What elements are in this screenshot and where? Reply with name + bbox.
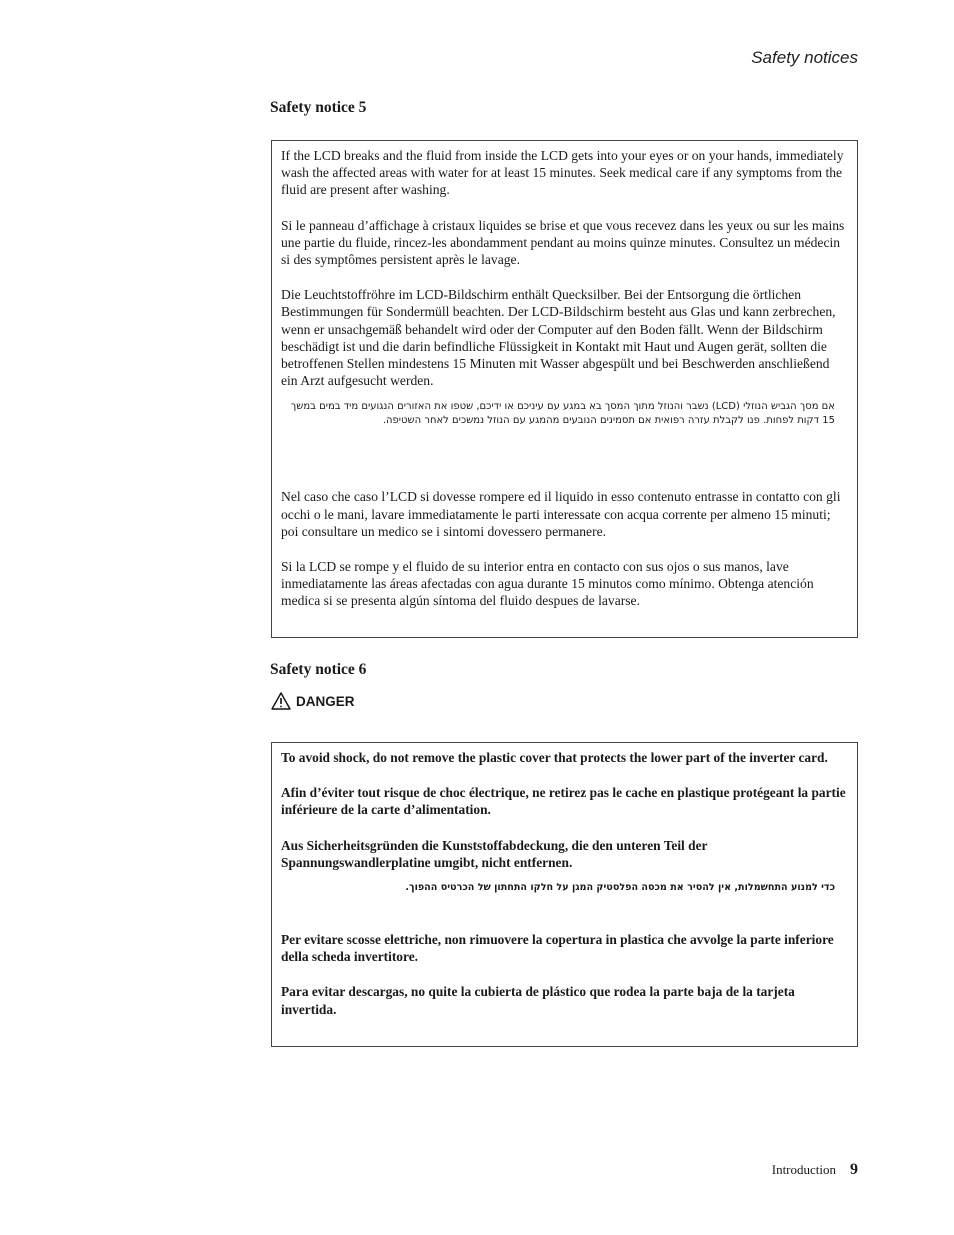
page-number: 9 <box>850 1161 858 1178</box>
notice6-german: Aus Sicherheitsgründen die Kunststoffabdeckung, die den unteren Teil der Spannungswandlerplatine umgibt, nicht entfernen. <box>281 837 708 870</box>
notice5-hebrew: אם מסך הגביש הנוזלי (LCD) נשבר והנוזל מתוך המסך בא במגע עם עיניכם או ידיכם, שטפו את האזורים הנגועים מיד במים במשך 15 דקות לפחות. פנו לקבלת עזרה רפואית אם תסמינים הנובעים מהמגע עם הנוזל נמשכים לאחר השטיפה. <box>290 401 835 427</box>
notice6-french: Afin d’éviter tout risque de choc électrique, ne retirez pas le cache en plastique protégeant la partie inférieure de la carte d’alimentation. <box>281 785 846 818</box>
danger-label <box>271 692 355 710</box>
warning-triangle-icon <box>271 692 291 710</box>
notice6-italian: Per evitare scosse elettriche, non rimuovere la copertura in plastica che avvolge la parte inferiore della scheda invertitore. <box>281 932 834 965</box>
page-footer <box>772 1161 858 1179</box>
safety-notice-6-heading: Safety notice 6 <box>270 661 367 678</box>
notice5-french: Si le panneau d’affichage à cristaux liquides se brise et que vous recevez dans les yeux ou sur les mains une partie du fluide, rincez-les abondamment pendant au moins quinze minutes. Consultez un médecin si des symptômes persistent après le lavage. <box>281 217 845 268</box>
safety-notice-5-box <box>271 140 858 638</box>
safety-notice-5-heading: Safety notice 5 <box>270 99 367 116</box>
running-head: Safety notices <box>751 48 858 67</box>
notice5-spanish: Si la LCD se rompe y el fluido de su interior entra en contacto con sus ojos o sus manos, lave inmediatamente las áreas afectadas con agua durante 15 minutos como mínimo. Obtenga atención medica si se presenta algún síntoma del fluido despues de lavarse. <box>281 559 814 609</box>
safety-notice-6-box <box>271 742 858 1047</box>
notice6-english: To avoid shock, do not remove the plastic cover that protects the lower part of the inverter card. <box>281 750 828 765</box>
footer-section-name: Introduction <box>771 1162 836 1177</box>
notice5-german: Die Leuchtstoffröhre im LCD-Bildschirm enthält Quecksilber. Bei der Entsorgung die örtlichen Bestimmungen für Sondermüll beachten. Der LCD-Bildschirm besteht aus Glas und kann zerbrechen, wenn er unsachgemäß behandelt wird oder der Computer auf den Boden fällt. Wenn der Bildschirm beschädigt ist und die darin befindliche Flüssigkeit in Kontakt mit Haut und Augen gerät, sollten die betroffenen Stellen mindestens 15 Minuten mit Wasser abgespült und bei Beschwerden anschließend ein Arzt aufgesucht werden. <box>281 287 836 389</box>
notice6-spanish: Para evitar descargas, no quite la cubierta de plástico que rodea la parte baja de la tarjeta invertida. <box>281 984 795 1017</box>
notice5-english: If the LCD breaks and the fluid from inside the LCD gets into your eyes or on your hands, immediately wash the affected areas with water for at least 15 minutes. Seek medical care if any symptoms from the fluid are present after washing. <box>281 148 844 198</box>
danger-text: DANGER <box>296 693 355 709</box>
notice5-italian: Nel caso che caso l’LCD si dovesse rompere ed il liquido in esso contenuto entrasse in contatto con gli occhi o le mani, lavare immediatamente le parti interessate con acqua corrente per almeno 15 minuti; poi consultare un medico se i sintomi dovessero permanere. <box>281 489 841 539</box>
notice6-hebrew: כדי למנוע התחשמלות, אין להסיר את מכסה הפלסטיק המגן על חלקו התחתון של הכרטיס ההפוך. <box>405 882 835 894</box>
